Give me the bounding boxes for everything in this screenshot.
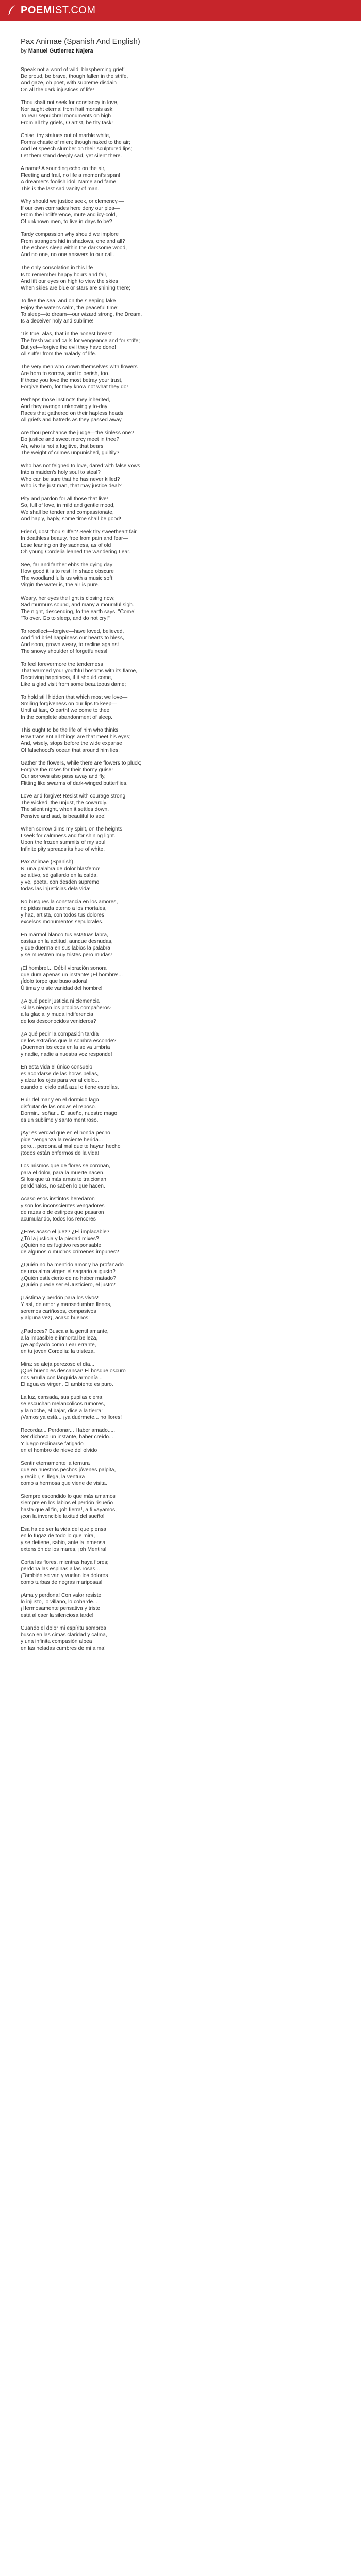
poem-line: Who has not feigned to love, dared with false vows (21, 463, 140, 469)
poem-line: How transient all things are that meet his eyes; (21, 734, 131, 740)
poem-line: ¿Tú la justicia y la piedad mixes? (21, 1236, 99, 1242)
stanza (21, 298, 340, 325)
poem-line: If our own comrades here deny our plea— (21, 206, 120, 212)
poem-line: Recordar... Perdonar... Haber amado..... (21, 1427, 116, 1433)
poem-line: ¿Eres acaso el juez? ¿El implacable? (21, 1229, 110, 1235)
poem-line: cuando el cielo está azul o tiene estrellas. (21, 1084, 119, 1090)
poem-line: Cuando el dolor mi espíritu sombrea (21, 1625, 106, 1632)
poem-line: Tardy compassion why should we implore (21, 232, 119, 238)
poem-line: y recibir, si llega, la ventura (21, 1473, 85, 1480)
poem-line: Perhaps those instincts they inherited, (21, 397, 111, 403)
poem-line: ¿A qué pedir la compasión tardía (21, 1031, 99, 1037)
poem-line: Ah, who is not a fugitive, that bears (21, 444, 104, 450)
poem-line: como a hermosa que viene de visita. (21, 1480, 107, 1486)
poem-line: no pidas nada eterno a los mortales, (21, 906, 107, 912)
stanza (21, 364, 340, 391)
poem-line: Is to remember happy hours and fair, (21, 272, 108, 278)
poem-line: Huir del mar y en el dormido lago (21, 1097, 99, 1103)
quill-icon (6, 5, 18, 16)
poem-line: ¡con la invencible laxitud del sueño! (21, 1514, 105, 1520)
poem-line: The fresh wound calls for vengeance and for strife; (21, 337, 140, 344)
poem-body (21, 66, 340, 1652)
poem-line: y alzar los ojos para ver al cielo... (21, 1077, 100, 1083)
poem-line: Infinite pity spreads its hue of white. (21, 846, 105, 853)
poem-line: We shall be tender and compassionate, (21, 510, 114, 516)
poem-line: y nadie, nadie a nuestra voz responde! (21, 1051, 112, 1057)
poem-line: When skies are blue or stars are shining there; (21, 285, 130, 291)
stanza (21, 628, 340, 655)
poem-line: A name! A sounding echo on the air, (21, 166, 106, 172)
poem-line: El agua es virgen. El ambiente es puro. (21, 1381, 113, 1387)
stanza (21, 727, 340, 754)
poem-line: The silent night, when it settles down, (21, 807, 109, 813)
poem-line: Pax Animae (Spanish) (21, 859, 73, 866)
poem-line: ¿Padeces? Busca a la gentil amante, (21, 1328, 109, 1334)
stanza (21, 998, 340, 1025)
poem-line: ¡Lástima y perdón para los vivos! (21, 1295, 99, 1301)
poem-line: -si las niegan los propios compañeros- (21, 1005, 112, 1011)
poem-line: ¡Ay! es verdad que en el honda pecho (21, 1130, 110, 1136)
poem-line: Chisel thy statues out of marble white, (21, 133, 110, 139)
stanza (21, 859, 340, 892)
stanza (21, 1097, 340, 1124)
poem-line: y son los inconscientes vengadores (21, 1203, 105, 1209)
poem-line: Upon the frozen summits of my soul (21, 840, 106, 846)
stanza (21, 231, 340, 258)
poem-line: excelsos monumentos sepulcrales. (21, 919, 104, 925)
stanza (21, 1064, 340, 1091)
poem-line: Are thou perchance the judge—the sinless one? (21, 430, 134, 436)
poem-line: How good it is to rest! In shade obscure (21, 569, 114, 575)
poem-line: To flee the sea, and on the sleeping lake (21, 298, 116, 304)
poem-line: Races that gathered on their hapless heads (21, 410, 124, 416)
stanza (21, 165, 340, 192)
poem-line: Love and forgive! Resist with courage strong (21, 793, 126, 800)
stanza (21, 1295, 340, 1321)
poem-line: como turbas de negras mariposas! (21, 1580, 103, 1586)
poem-line: And haply, haply, some time shall be good! (21, 516, 121, 522)
poem-line: Speak not a word of wild, blaspheming grief! (21, 67, 125, 73)
poem-line: Who can be sure that he has never killed? (21, 477, 120, 483)
poem-line: When sorrow dims my spirit, on the heights (21, 826, 122, 833)
poem-line: Acaso esos instintos heredaron (21, 1196, 95, 1202)
poem-line: castas en la actitud, aunque desnudas, (21, 939, 113, 945)
site-logo[interactable] (6, 5, 96, 16)
stanza (21, 265, 340, 292)
poem-line: I seek for calmness and for shining light. (21, 833, 116, 839)
poem-line: Forgive them, for they know not what they do! (21, 384, 128, 390)
poem-line: que en nuestros pechos jóvenes palpita, (21, 1467, 116, 1473)
stanza (21, 899, 340, 925)
poem-line: pero... perdona al mal que te hayan hecho (21, 1144, 121, 1149)
poem-line: Are born to sorrow, and to perish, too. (21, 370, 110, 377)
poem-line: ¡Hermosamente pensativa y triste (21, 1606, 100, 1612)
poem-line: de razas o de estirpes que pasaron (21, 1210, 104, 1216)
poem-line: Receiving happiness, if it should come, (21, 674, 113, 681)
poem-line: siempre en los labios el perdón risueño (21, 1500, 113, 1506)
poem-line: es acordarse de las horas bellas, (21, 1071, 99, 1077)
poem-line: en el hombro de nieve del olvido (21, 1447, 97, 1453)
poem-line: Pensive and sad, is beautiful to see! (21, 814, 106, 820)
poem-line: es un sublime y santo mentiroso. (21, 1117, 99, 1123)
poem-line: busco en las cimas claridad y calma, (21, 1632, 107, 1638)
poem-line: Pity and pardon for all those that live! (21, 496, 108, 502)
poem-content (21, 37, 340, 1658)
poem-line: To hold still hidden that which most we love— (21, 694, 128, 700)
poem-line: The only consolation in this life (21, 265, 93, 271)
stanza (21, 66, 340, 93)
poem-line: a la impasible e inmortal belleza, (21, 1335, 98, 1341)
poem-line: ¿Quién está cierto de no haber matado? (21, 1276, 116, 1282)
poem-line: Siempre escondido lo que más amamos (21, 1494, 116, 1500)
poem-line: ¡Qué bueno es descansar! El bosque oscuro (21, 1368, 126, 1374)
poem-line: This ought to be the life of him who thinks (21, 727, 119, 733)
poem-line: Ser dichoso un instante, haber creído... (21, 1434, 113, 1440)
poem-line: This is the last sad vanity of man. (21, 186, 100, 192)
poem-line: Ni una palabra de dolor blasfemo! (21, 866, 101, 872)
poem-line: Our sorrows also pass away and fly, (21, 773, 106, 779)
poem-line: en lo fugaz de todo lo que mira, (21, 1533, 95, 1539)
stanza (21, 931, 340, 958)
poem-line: And lift our eyes on high to view the skies (21, 278, 118, 284)
poem-line: The wicked, the unjust, the cowardly. (21, 800, 108, 806)
poem-line: Nor aught eternal from frail mortals ask; (21, 107, 114, 113)
poem-line: ¿Quién no ha mentido amor y ha profanado (21, 1262, 124, 1268)
poem-line: pide 'venganza la reciente herida... (21, 1137, 103, 1143)
stanza (21, 793, 340, 820)
poem-byline (21, 48, 340, 54)
poem-line: 'Tis true, alas, that in the honest breast (21, 331, 112, 337)
poem-line: ¿A qué pedir justicia ni clemencia (21, 998, 100, 1004)
stanza (21, 99, 340, 126)
poem-line: Until at last, O earth! we come to thee (21, 707, 110, 714)
poem-line: Sentir eternamente la ternura (21, 1460, 90, 1466)
poem-line: ¡Ídolo torpe que buso adora! (21, 978, 88, 985)
poem-line: La luz, cansada, sus pupilas cierra; (21, 1394, 104, 1400)
poem-line: Let them stand deeply sad, yet silent there. (21, 153, 122, 159)
poem-line: Gather the flowers, while there are flowers to pluck; (21, 760, 142, 766)
poem-line: a la glacial y muda indiferencia (21, 1011, 93, 1018)
poem-line: And let speech slumber on their sculptured lips; (21, 146, 133, 152)
poem-line: The very men who crown themselves with flowers (21, 364, 138, 370)
stanza (21, 965, 340, 992)
poem-line: Sad murmurs sound, and many a mournful sigh. (21, 602, 134, 608)
stanza (21, 1361, 340, 1388)
stanza (21, 1592, 340, 1619)
poem-line: para el dolor, para la muerte nacen. (21, 1170, 105, 1176)
stanza (21, 397, 340, 423)
poem-line: From all thy griefs, O artist, be thy task! (21, 120, 113, 126)
by-label: by (21, 48, 27, 54)
poem-line: y la noche, al bajar, dice a la tierra: (21, 1408, 103, 1414)
stanza (21, 1559, 340, 1586)
poem-line: Enjoy the water's calm, the peaceful time; (21, 304, 119, 311)
poem-line: And soon, grown weary, to recline against (21, 641, 119, 648)
author-link[interactable]: Manuel Gutierrez Najera (28, 48, 93, 54)
poem-line: ¡También se van y vuelan los dolores (21, 1573, 108, 1579)
stanza (21, 1196, 340, 1223)
poem-line: está al caer la silenciosa tarde! (21, 1613, 94, 1619)
poem-line: Fleeting and frail, no life a moment's span! (21, 173, 121, 179)
poem-line: y que duerma en sus labios la palabra (21, 945, 111, 952)
poem-line: To recollect—forgive—have loved, believed, (21, 628, 124, 634)
poem-line: Weary, her eyes the light is closing now; (21, 595, 115, 601)
poem-line: A dreamer's foolish idol! Name and fame! (21, 179, 118, 185)
poem-line: ¡Vamos ya está... ¡ya duérmete... no llores! (21, 1414, 122, 1420)
poem-line: en las heladas cumbres de mi alma! (21, 1646, 106, 1652)
poem-line: And find brief happiness our hearts to bless, (21, 635, 124, 641)
poem-line: se altivo, sé gallardo en la caída, (21, 873, 98, 879)
poem-line: lo injusto, lo villano, lo cobarde... (21, 1599, 97, 1605)
poem-line: Oh young Cordelia leaned the wandering Lear. (21, 549, 130, 555)
poem-line: And gaze, oh poet, with supreme disdain (21, 80, 117, 86)
stanza (21, 430, 340, 456)
poem-line: All griefs and hatreds as they passed away. (21, 417, 123, 423)
poem-line: Virgin the water is, the air is pure. (21, 582, 100, 588)
poem-line: que dura apenas un instante! ¡El hombre!... (21, 972, 123, 978)
poem-line: y alguna vez¡, acaso buenos! (21, 1315, 90, 1321)
poem-line: Flitting like swarms of dark-winged butterflies. (21, 780, 128, 786)
poem-line: ¡Duermen los ecos en la selva umbría (21, 1044, 110, 1050)
poem-line: Smiling forgiveness on our lips to keep— (21, 701, 117, 707)
poem-line: Los mismos que de flores se coronan, (21, 1163, 110, 1170)
poem-line: ¡Ama y perdona! Con valor resiste (21, 1592, 102, 1599)
poem-line: From strangers hid in shadows, one and all? (21, 239, 125, 245)
poem-line: And no one, no one answers to our call. (21, 252, 114, 258)
site-header (0, 0, 361, 21)
poem-line: From the indifference, mute and icy-cold, (21, 212, 117, 218)
stanza (21, 132, 340, 159)
poem-line: Like a glad visit from some beauteous dame; (21, 681, 126, 687)
stanza (21, 198, 340, 225)
stanza (21, 760, 340, 787)
poem-line: But yet—forgive the evil they have done! (21, 344, 116, 350)
stanza (21, 1163, 340, 1190)
poem-line: ¡El hombre!... Débil vibración sonora (21, 965, 107, 971)
poem-line: Is a deceiver holy and sublime! (21, 318, 94, 324)
poem-line: Thou shalt not seek for constancy in love, (21, 100, 119, 106)
poem-line: disfrutar de las ondas el reposo. (21, 1104, 96, 1110)
poem-line: The echoes sleep within the darksome wood, (21, 245, 127, 251)
poem-line: hasta que al fin, ¡oh tierra!, a ti vayamos, (21, 1507, 117, 1513)
poem-line: ¡ye apóyado como Lear errante, (21, 1342, 96, 1348)
poem-line: "To over. Go to sleep, and do not cry!" (21, 615, 110, 621)
poem-line: That warmed your youthful bosoms with its flame, (21, 668, 138, 674)
poem-line: Si los que tú más amas te traicionan (21, 1177, 106, 1183)
poem-line: y haz, artista, con todos tus dolores (21, 912, 104, 919)
poem-line: Who is the just man, that may justice deal? (21, 483, 122, 489)
poem-line: Y así, de amor y mansedumbre llenos, (21, 1302, 112, 1308)
poem-line: So, full of love, in mild and gentle mood, (21, 503, 115, 509)
stanza (21, 1130, 340, 1157)
stanza (21, 463, 340, 489)
poem-line: In deathless beauty, free from pain and fear— (21, 536, 128, 542)
poem-line: Forms chaste of mien; though naked to the air; (21, 140, 130, 146)
site-logo-text: POEMIST.COM (21, 4, 96, 16)
poem-line: En mármol blanco tus estatuas labra, (21, 932, 108, 938)
poem-line: y una infinita compasión albea (21, 1639, 92, 1645)
poem-line: acumulando, todos los rencores (21, 1216, 96, 1223)
poem-line: perdónalos, no saben lo que hacen. (21, 1183, 105, 1190)
poem-line: y se detiene, sabio, ante la inmensa (21, 1540, 106, 1546)
poem-line: se escuchan melancólicos rumores, (21, 1401, 105, 1407)
poem-line: Into a maiden's holy soul to steal? (21, 470, 101, 476)
stanza (21, 826, 340, 853)
stanza (21, 562, 340, 588)
stanza (21, 331, 340, 358)
poem-line: If those you love the most betray your trust, (21, 377, 123, 383)
poem-line: In the complete abandonment of sleep. (21, 714, 113, 720)
stanza (21, 661, 340, 688)
stanza (21, 694, 340, 721)
poem-line: Of falsehood's ocean that around him lies. (21, 747, 120, 753)
poem-line: And they avenge unknowingly to-day (21, 403, 108, 410)
poem-line: The night, descending, to the earth says, "Come! (21, 608, 136, 615)
poem-line: To rear sepulchral monuments on high (21, 113, 111, 120)
poem-line: perdona las espinas a las rosas... (21, 1566, 100, 1572)
poem-line: extensión de los mares, ¡oh Mentira! (21, 1547, 107, 1553)
poem-line: Y luego reclinarse fatigado (21, 1440, 84, 1447)
poem-line: nos arrulla con lánguida armonía... (21, 1375, 103, 1381)
poem-line: The snowy shoulder of forgetfulness! (21, 648, 108, 654)
poem-line: y ve, poeta, con desdén supremo (21, 879, 100, 886)
poem-line: de los extraños que la sombra esconde? (21, 1038, 117, 1044)
poem-line: To feel forevermore the tenderness (21, 661, 103, 667)
poem-line: seremos cariñosos, compasivos (21, 1309, 96, 1315)
stanza (21, 1427, 340, 1454)
poem-line: Esa ha de ser la vida del que piensa (21, 1527, 107, 1533)
poem-line: No busques la constancia en los amores, (21, 899, 118, 905)
poem-line: Última y triste vanidad del hombre! (21, 985, 103, 991)
poem-line: de algunos o muchos crímenes impunes? (21, 1249, 119, 1256)
stanza (21, 1229, 340, 1256)
poem-line: en tu joven Cordelia: la tristeza. (21, 1348, 95, 1354)
poem-line: Corta las flores, mientras haya flores; (21, 1560, 109, 1566)
poem-line: To sleep—to dream—our wizard strong, the Dream, (21, 311, 142, 317)
poem-line: Be proud, be brave, though fallen in the strife, (21, 74, 128, 79)
poem-line: See, far and farther ebbs the dying day! (21, 562, 114, 568)
poem-line: Dormir... soñar... El sueño, nuestro mago (21, 1110, 118, 1116)
poem-line: ¡todos están enfermos de la vida! (21, 1150, 100, 1156)
poem-line: de una alma virgen el sagrario augusto? (21, 1269, 116, 1275)
poem-line: Lose leaning on thy sadness, as of old (21, 543, 111, 549)
poem-line: ¿Quién puede ser el Justiciero, el justo? (21, 1282, 116, 1289)
stanza (21, 1460, 340, 1487)
poem-line: ¿Quién no es fugitivo responsable (21, 1243, 102, 1249)
stanza (21, 1493, 340, 1520)
poem-line: All suffer from the malady of life. (21, 351, 96, 357)
poem-line: The weight of crimes unpunished, guiltily? (21, 450, 120, 456)
poem-line: En esta vida el único consuelo (21, 1064, 93, 1070)
stanza (21, 1328, 340, 1355)
poem-line: todas las injusticias dela vida! (21, 886, 91, 892)
poem-line: Mira: se aleja perezoso el día... (21, 1361, 95, 1367)
poem-line: The woodland lulls us with a music soft; (21, 575, 114, 582)
poem-line: Forgive the roses for their thorny guise! (21, 767, 113, 773)
poem-line: de los desconocidos venideros? (21, 1018, 96, 1024)
poem-line: Friend, dost thou suffer? Seek thy sweetheart fair (21, 529, 137, 535)
poem-line: Of unknown men, to live in days to be? (21, 219, 112, 225)
poem-line: y se muestren muy tristes pero mudas! (21, 952, 112, 958)
stanza (21, 1394, 340, 1421)
poem-title: Pax Animae (Spanish And English) (21, 37, 140, 46)
stanza (21, 1031, 340, 1058)
stanza (21, 529, 340, 555)
stanza (21, 496, 340, 522)
poem-line: Why should we justice seek, or clemency,— (21, 199, 124, 205)
poem-line: On all the dark injustices of life! (21, 87, 94, 93)
poem-line: Do justice and sweet mercy meet in thee? (21, 437, 120, 443)
poem-line: And, wisely, stops before the wide expanse (21, 740, 122, 747)
stanza (21, 1625, 340, 1652)
stanza (21, 595, 340, 622)
stanza (21, 1526, 340, 1553)
stanza (21, 1262, 340, 1289)
